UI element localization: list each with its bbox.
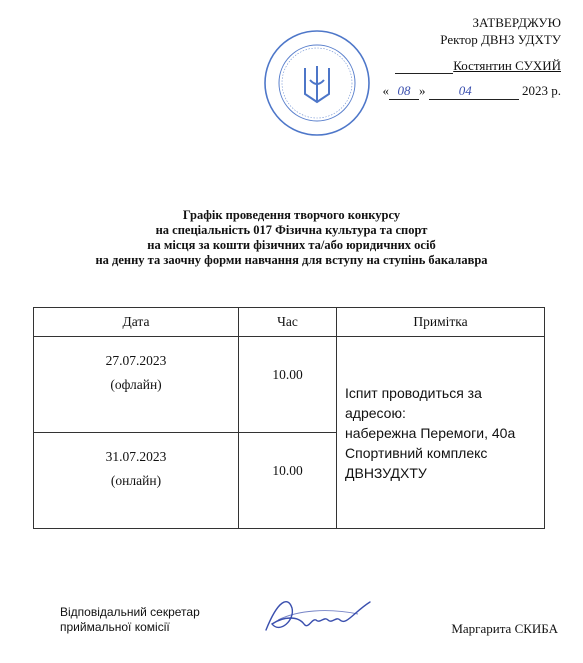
row-date-cell [34,433,239,529]
note-line: набережна Перемоги, 40а [345,424,516,441]
note-line: Іспит проводиться за [345,384,482,401]
secretary-role [60,605,200,635]
row-date: 27.07.2023 [105,353,167,368]
trident-icon [305,66,329,102]
note-line: ДВНЗУДХТУ [345,464,427,481]
row-date-cell [34,337,239,433]
document-title [0,208,583,268]
approver-name: Костянтин СУХИЙ [453,58,561,73]
row-date: 31.07.2023 [105,449,167,464]
approval-date-year: 2023 р. [522,83,561,98]
date-open-quote: « [382,83,389,98]
approver-position: Ректор ДВНЗ УДХТУ [440,32,561,47]
note-line: Спортивний комплекс [345,444,488,461]
note-line: адресою: [345,404,406,421]
handwritten-signature [258,590,378,642]
official-stamp [262,28,372,138]
row-time: 10.00 [239,337,337,433]
approve-heading: ЗАТВЕРДЖУЮ [472,15,561,30]
date-close-quote: » [419,83,426,98]
approval-date-month: 04 [458,83,472,98]
approval-date-row [383,82,562,100]
row-mode: (офлайн) [110,377,162,392]
header-note: Примітка [337,308,545,337]
row-time: 10.00 [239,433,337,529]
secretary-name: Маргарита СКИБА [451,621,558,636]
note-cell [337,337,545,529]
secretary-role-line-1: Відповідальний секретар [60,605,200,619]
title-line-3: на місця за кошти фізичних та/або юридичних осіб [147,238,436,252]
header-time: Час [239,308,337,337]
approval-block [383,14,562,100]
schedule-table [33,307,545,529]
title-line-1: Графік проведення творчого конкурсу [182,208,401,222]
signature-line [395,60,453,74]
secretary-role-line-2: приймальної комісії [60,620,170,634]
row-mode: (онлайн) [110,473,162,488]
approval-date-day: 08 [389,82,419,100]
approval-date-month-line [429,83,519,100]
table-row [34,337,545,433]
approver-sign-row [383,57,562,74]
title-line-4: на денну та заочну форми навчання для вступу на ступінь бакалавра [95,253,488,267]
header-date: Дата [34,308,239,337]
table-header-row [34,308,545,337]
title-line-2: на спеціальність 017 Фізична культура та спорт [155,223,428,237]
